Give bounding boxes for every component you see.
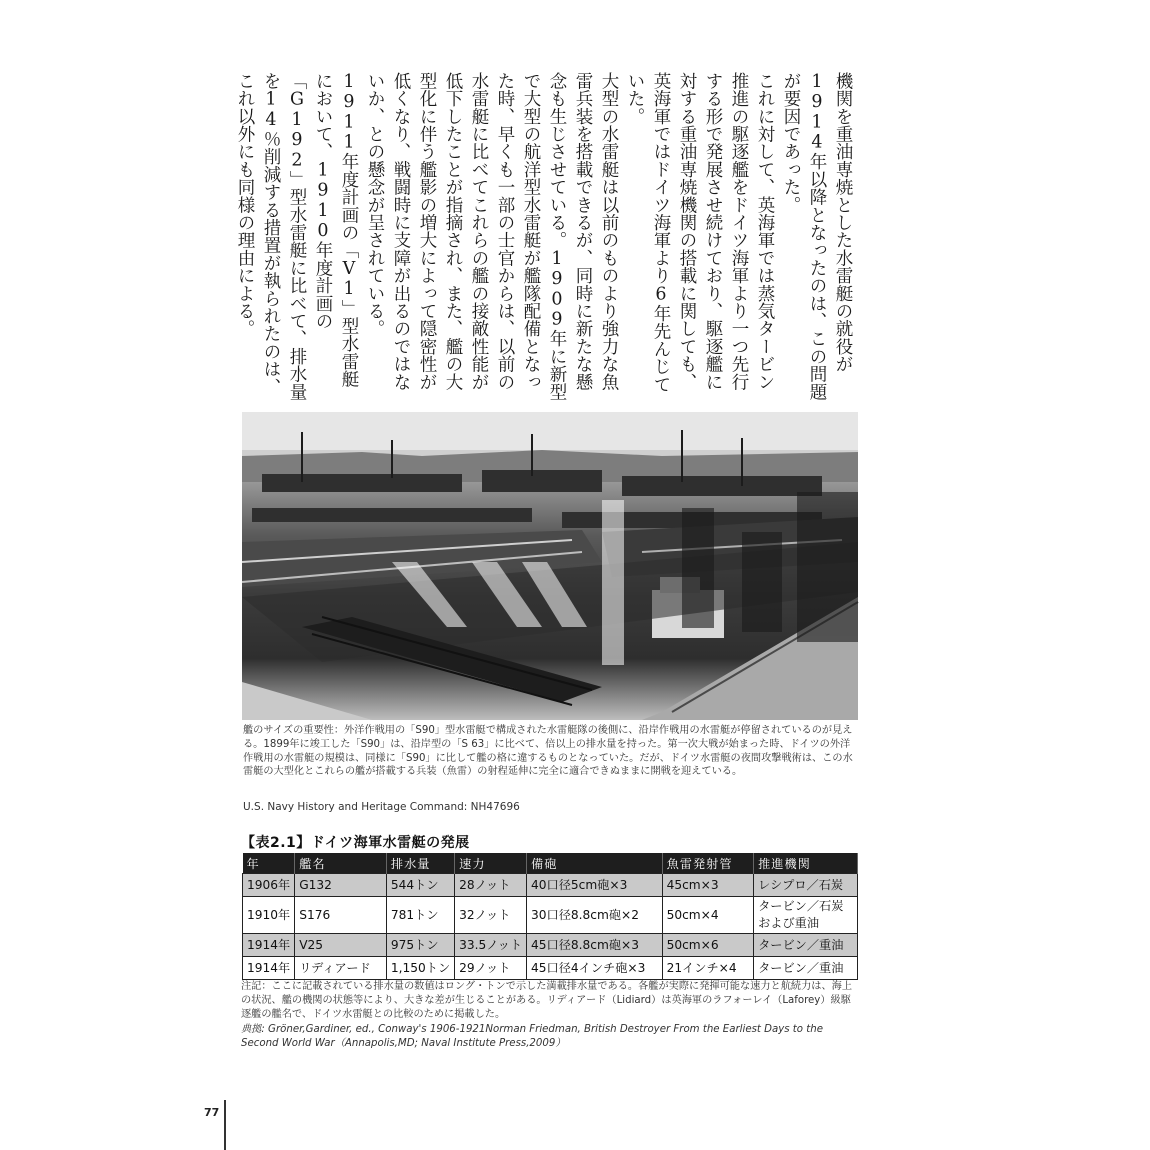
page-number: 77 [204,1106,220,1119]
table-cell: 1,150トン [386,957,454,980]
table-title: 【表2.1】ドイツ海軍水雷艇の発展 [241,835,470,851]
table-header-row [243,853,858,874]
column-header: 排水量 [386,853,454,874]
column-header: 年 [243,853,295,874]
column-header: 速力 [455,853,527,874]
photo-credit: U.S. Navy History and Heritage Command: NH47696 [243,801,520,813]
table-cell: 45cm×3 [662,874,754,897]
table-cell: 1914年 [243,934,295,957]
table-cell: 1914年 [243,957,295,980]
table-cell: リディアード [295,957,387,980]
table-row [243,957,858,980]
body-paragraph: 機関を重油専焼とした水雷艇の就役が1914年以降となったのは、この問題が要因であった。 [781,72,853,401]
table-cell: 33.5ノット [455,934,527,957]
table-notes [241,980,859,1051]
table-cell: 29ノット [455,957,527,980]
table-cell: 544トン [386,874,454,897]
table-cell: G132 [295,874,387,897]
table-cell: 45口径4インチ砲×3 [527,957,663,980]
body-paragraph: 大型の水雷艇は以前のものより強力な魚雷兵装を搭載できるが、同時に新たな懸念も生じさせている。1909年に新型で大型の航洋型水雷艇が艦隊配備となった時、早くも一部の士官からは、以前の水雷艇に比べてこれらの艦の接敵性能が低下したことが指摘され、また、艦の大型化に伴う艦影の増大によって隠密性が低くなり、戦闘時に支障が出るのではないか、との懸念が呈されている。1911年度計画の「V1」型水雷艇において、1910年度計画の「G192」型水雷艇に比べて、排水量を14％削減する措置が執られたのは、これ以外にも同様の理由による。 [235,72,619,401]
table-cell: 781トン [386,897,454,934]
body-text [235,72,856,404]
table-row [243,874,858,897]
table-cell: S176 [295,897,387,934]
table-cell: 1910年 [243,897,295,934]
table-cell: 40口径5cm砲×3 [527,874,663,897]
table-cell: レシプロ／石炭 [754,874,858,897]
column-header: 魚雷発射管 [662,853,754,874]
harbor-photo [242,412,858,720]
table-cell: タービン／石炭および重油 [754,897,858,934]
destroyer-development-table [242,853,858,980]
table-source: 典拠: Gröner,Gardiner, ed., Conway's 1906-1921Norman Friedman, British Destroyer From the Earliest Days to the Second World War（Annapolis,MD; Naval Institute Press,2009） [241,1023,823,1049]
body-paragraph: これに対して、英海軍では蒸気タービン推進の駆逐艦をドイツ海軍より一つ先行する形で発展させ続けており、駆逐艦に対する重油専焼機関の搭載に関しても、英海軍ではドイツ海軍より6年先んじていた。 [625,72,775,394]
column-header: 備砲 [527,853,663,874]
table-cell: 45口径8.8cm砲×3 [527,934,663,957]
column-header: 推進機関 [754,853,858,874]
table-cell: 30口径8.8cm砲×2 [527,897,663,934]
photo-caption: 艦のサイズの重要性：外洋作戦用の「S90」型水雷艇で構成された水雷艇隊の後側に、沿岸作戦用の水雷艇が停留されているのが見える。1899年に竣工した「S90」は、沿岸型の「S 63」に比べて、倍以上の排水量を持った。第一次大戦が始まった時、ドイツの外洋作戦用の水雷艇の規模は、同様に「S90」に比して艦の格に違するものとなっていた。だが、ドイツ水雷艇の夜間攻撃戦術は、この水雷艇の大型化とこれらの艦が搭載する兵装（魚雷）の射程延伸に完全に適合できぬままに開戦を迎えている。 [243,725,853,778]
table-cell: 21インチ×4 [662,957,754,980]
table-cell: タービン／重油 [754,934,858,957]
table-cell: タービン／重油 [754,957,858,980]
column-header: 艦名 [295,853,387,874]
table-cell: 1906年 [243,874,295,897]
table-cell: 32ノット [455,897,527,934]
table-cell: 50cm×4 [662,897,754,934]
table-cell: 975トン [386,934,454,957]
table-cell: 28ノット [455,874,527,897]
table-cell: V25 [295,934,387,957]
harbor-photo-illustration [242,412,858,720]
table-cell: 50cm×6 [662,934,754,957]
table-row [243,934,858,957]
table-note: 注記：ここに記載されている排水量の数値はロング・トンで示した満載排水量である。各艦が実際に発揮可能な速力と航続力は、海上の状況、艦の機関の状態等により、大きな差が生じることがある。リディアード（Lidiard）は英海軍のラフォーレイ（Laforey）級駆逐艦の艦名で、ドイツ水雷艇との比較のために掲載した。 [241,981,853,1021]
page-rule [224,1100,226,1150]
table-row [243,897,858,934]
